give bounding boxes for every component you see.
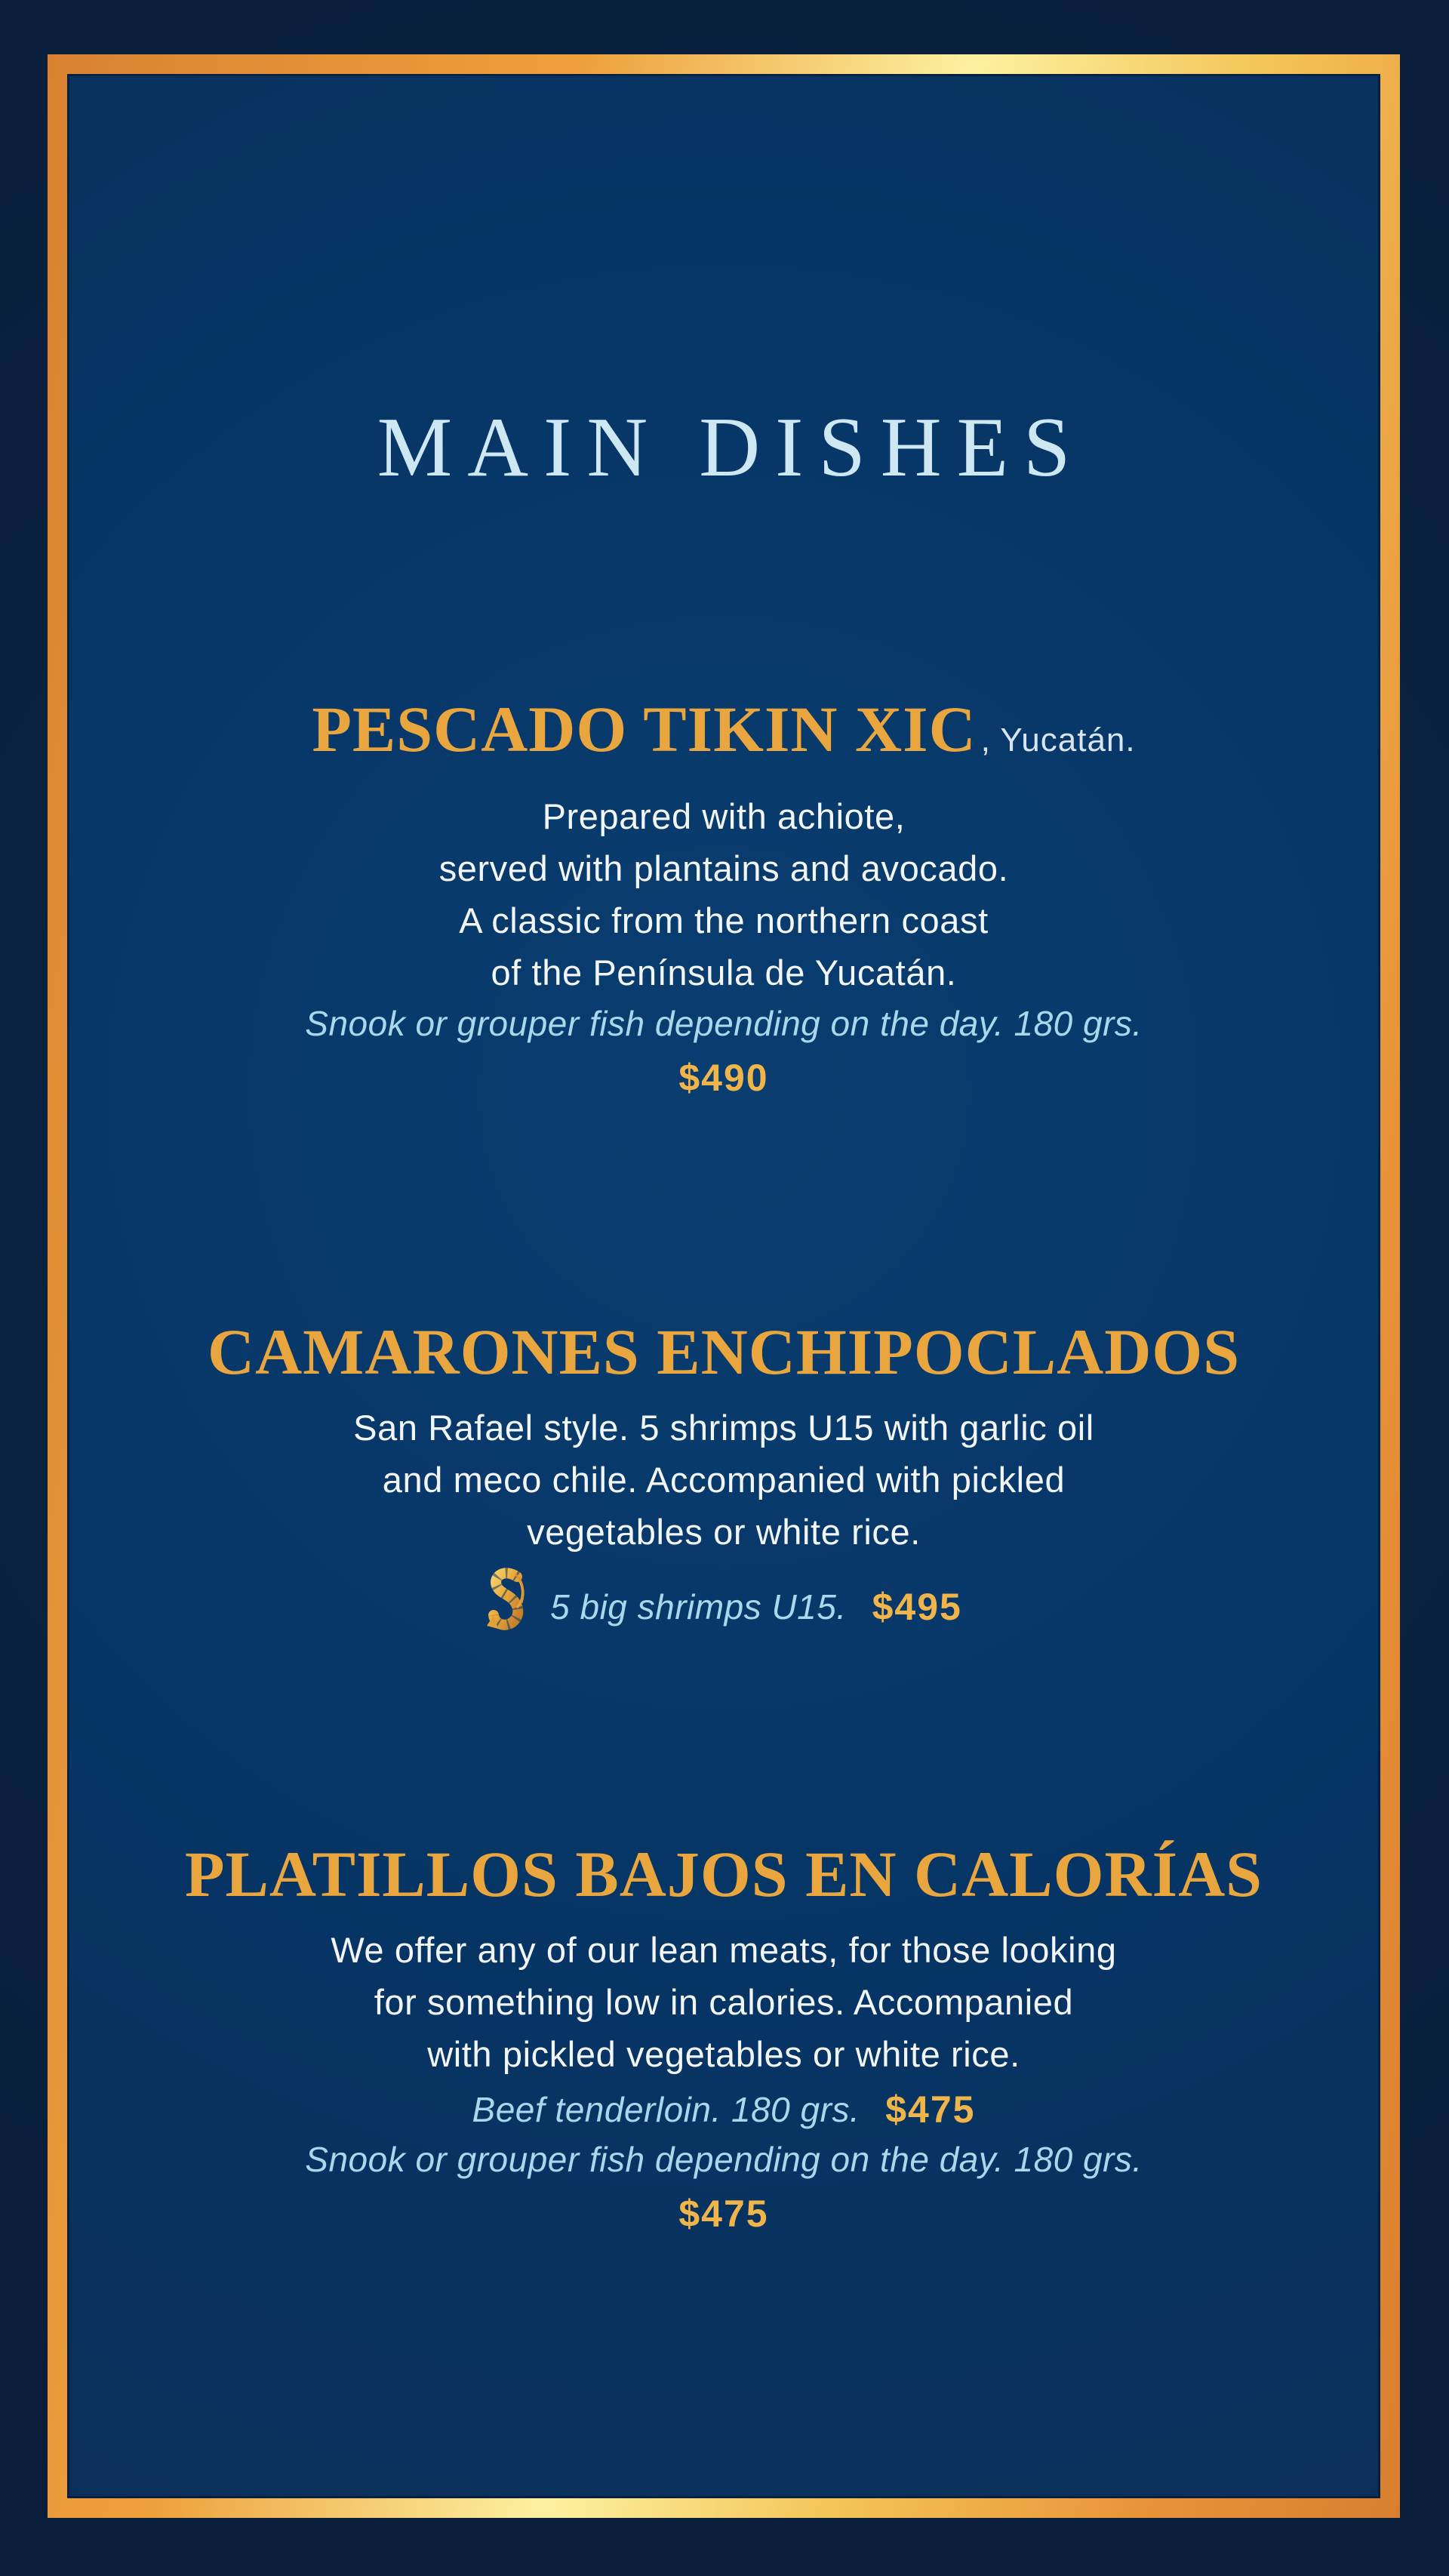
dish-origin: , Yucatán. [980, 722, 1136, 759]
page-title: MAIN DISHES [377, 401, 1086, 494]
dish-variant-note: Snook or grouper fish depending on the day. 180 grs. [305, 2140, 1143, 2179]
dish-name: PLATILLOS BAJOS EN CALORÍAS [184, 1838, 1263, 1910]
dish-pescado-tikin-xic [305, 687, 1142, 1100]
dish-price: $490 [678, 1057, 769, 1099]
dish-description-line: A classic from the northern coast [459, 900, 989, 940]
dish-heading [208, 1310, 1240, 1394]
dish-variant-row [485, 1568, 962, 1645]
dish-name: CAMARONES ENCHIPOCLADOS [207, 1316, 1241, 1388]
dish-name: PESCADO TIKIN XIC [312, 693, 977, 765]
dish-description-line: and meco chile. Accompanied with pickled [382, 1460, 1066, 1500]
dish-description-line: of the Península de Yucatán. [491, 953, 957, 993]
dish-variant-row [472, 2085, 976, 2134]
dish-note: Snook or grouper fish depending on the day. 180 grs. [305, 1004, 1143, 1043]
dish-description-line: We offer any of our lean meats, for those looking [331, 1930, 1117, 1970]
dish-heading [312, 687, 1135, 783]
dish-description-line: with pickled vegetables or white rice. [427, 2034, 1020, 2074]
dish-variant-price: $495 [872, 1585, 962, 1628]
dish-description-line: vegetables or white rice. [527, 1512, 921, 1552]
dish-variant-price: $475 [678, 2193, 769, 2235]
dish-description-line: for something low in calories. Accompanied [374, 1982, 1074, 2022]
dish-variant-note: Beef tenderloin. 180 grs. [472, 2090, 860, 2129]
dish-variant-price: $475 [885, 2088, 976, 2131]
dish-description-line: served with plantains and avocado. [438, 848, 1009, 888]
dish-description-line: Prepared with achiote, [542, 796, 906, 836]
dish-variant-note: 5 big shrimps U15. [550, 1587, 847, 1627]
dish-description-line: San Rafael style. 5 shrimps U15 with garlic oil [353, 1408, 1094, 1448]
dish-camarones-enchipoclados [208, 1310, 1240, 1645]
dish-heading [185, 1832, 1263, 1916]
shrimp-icon [485, 1565, 528, 1645]
dish-platillos-bajos-en-calorias [185, 1832, 1263, 2236]
gold-framed-panel [48, 54, 1400, 2518]
